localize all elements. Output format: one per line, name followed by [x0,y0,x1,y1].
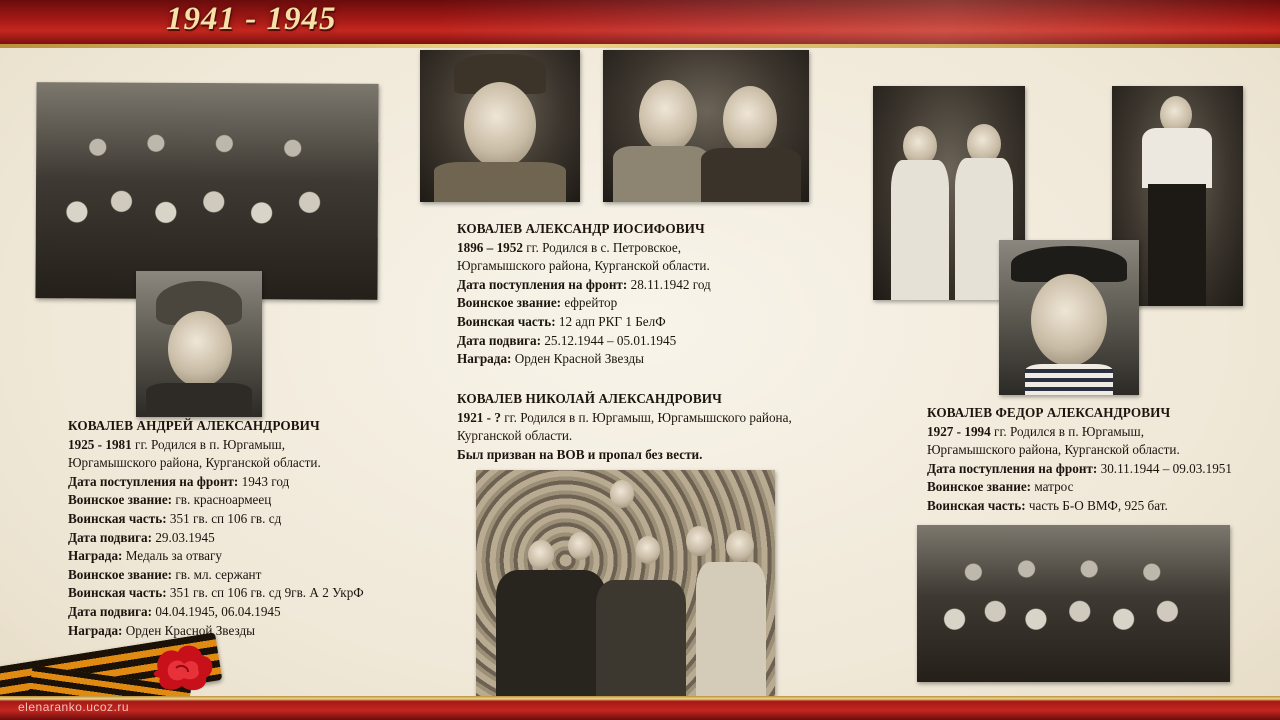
bio-line: Юргамышского района, Курганской области. [68,455,321,471]
bio-line: Дата поступления на фронт: 28.11.1942 год [457,276,711,292]
photo-group-soldiers [35,82,378,300]
bio-name: КОВАЛЕВ НИКОЛАЙ АЛЕКСАНДРОВИЧ [457,391,722,406]
bio-line: 1925 - 1981 гг. Родился в п. Юргамыш, [68,436,285,452]
bio-line: Воинская часть: 351 гв. сп 106 гв. сд [68,510,282,526]
photo-family-woodpile [476,470,775,696]
bio-alexander [457,220,711,369]
bio-line: Воинская часть: 12 адп РКГ 1 БелФ [457,313,666,329]
bio-nikolay [457,390,792,464]
bio-fedor [927,404,1232,516]
bio-name: КОВАЛЕВ АНДРЕЙ АЛЕКСАНДРОВИЧ [68,418,320,433]
bio-line: Курганской области. [457,428,573,444]
bio-line: Дата подвига: 04.04.1945, 06.04.1945 [68,603,281,619]
bio-name: КОВАЛЕВ ФЕДОР АЛЕКСАНДРОВИЧ [927,405,1171,420]
photo-portrait-alexander-uniform [420,50,580,202]
bio-line: Воинская часть: часть Б-О ВМФ, 925 бат. [927,497,1168,513]
carnation-flower-icon [150,640,216,694]
years-title: 1941 - 1945 [166,1,337,37]
banner-swoosh [440,0,1280,44]
bio-line: Дата поступления на фронт: 1943 год [68,473,290,489]
bio-line: 1896 – 1952 гг. Родился в с. Петровское, [457,239,682,255]
bio-line: Был призван на ВОВ и пропал без вести. [457,446,703,462]
photo-portrait-fedor [999,240,1139,395]
photo-couple-portrait [603,50,809,202]
bio-line: Воинское звание: гв. красноармеец [68,492,272,508]
bio-line: 1927 - 1994 гг. Родился в п. Юргамыш, [927,423,1144,439]
photo-sailors-group [917,525,1230,682]
bottom-banner [0,696,1280,720]
bio-andrey [68,417,364,640]
bio-line: Воинское звание: гв. мл. сержант [68,566,262,582]
bio-line: Награда: Орден Красной Звезды [457,351,645,367]
bio-line: 1921 - ? гг. Родился в п. Юргамыш, Юргамышского района, [457,409,792,425]
bio-line: Воинское звание: матрос [927,479,1074,495]
bio-line: Дата подвига: 25.12.1944 – 05.01.1945 [457,332,677,348]
bio-line: Награда: Орден Красной Звезды [68,622,256,638]
bio-line: Дата подвига: 29.03.1945 [68,529,215,545]
bio-line: Юргамышского района, Курганской области. [927,442,1180,458]
bio-line: Награда: Медаль за отвагу [68,548,222,564]
photo-portrait-andrey [136,271,262,417]
bio-line: Воинское звание: ефрейтор [457,295,618,311]
bio-line: Воинская часть: 351 гв. сп 106 гв. сд 9гв. А 2 УкрФ [68,585,364,601]
bio-line: Юргамышского района, Курганской области. [457,258,710,274]
bio-line: Дата поступления на фронт: 30.11.1944 – 09.03.1951 [927,460,1232,476]
bio-name: КОВАЛЕВ АЛЕКСАНДР ИОСИФОВИЧ [457,221,705,236]
site-watermark: elenaranko.ucoz.ru [18,700,130,714]
